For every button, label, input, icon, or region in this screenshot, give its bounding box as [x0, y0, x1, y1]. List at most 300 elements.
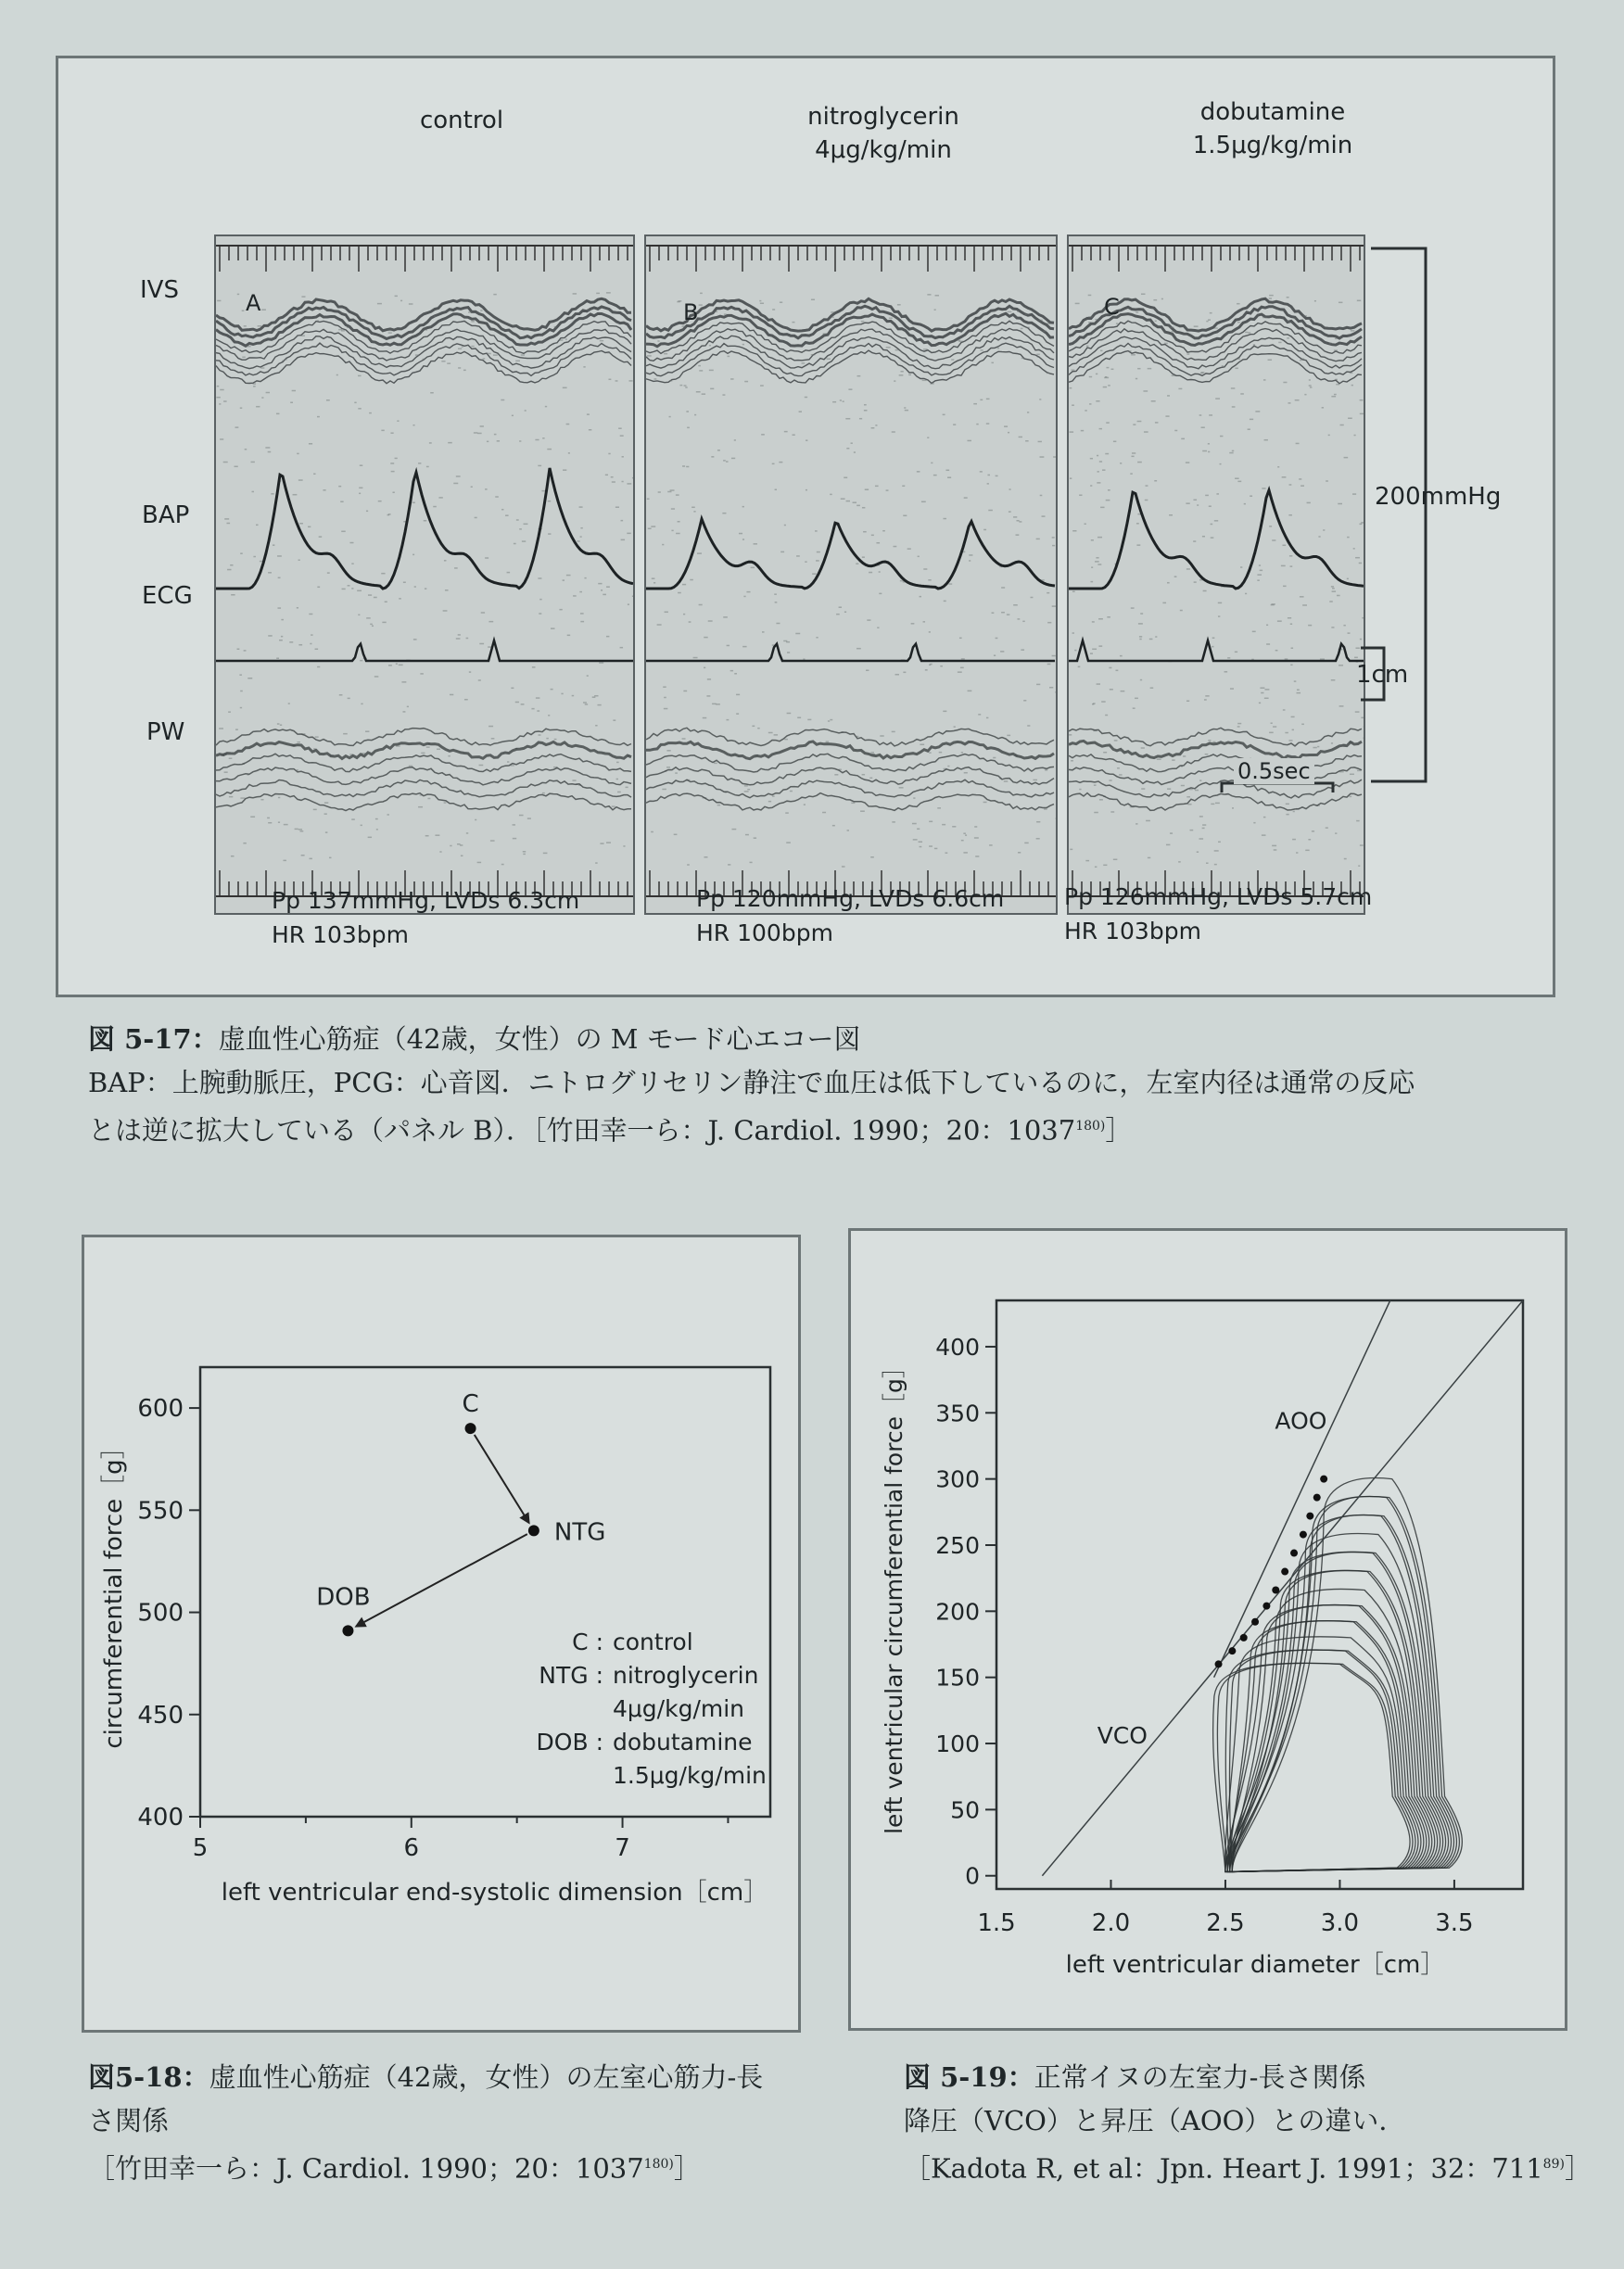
echo-speckle [511, 688, 514, 690]
echo-speckle [742, 646, 746, 648]
echo-speckle [1172, 759, 1174, 761]
echo-speckle [1286, 804, 1289, 805]
echo-speckle [485, 488, 487, 490]
echo-speckle [1132, 452, 1136, 454]
y-tick-label: 500 [137, 1599, 184, 1628]
echo-speckle [857, 375, 861, 377]
echo-speckle [1245, 593, 1247, 595]
echo-speckle [1300, 596, 1304, 598]
echo-speckle [220, 438, 223, 440]
echo-speckle [369, 412, 372, 414]
echo-speckle [780, 301, 782, 303]
echo-speckle [374, 676, 379, 678]
echo-speckle [1296, 852, 1298, 854]
echo-speckle [491, 738, 495, 740]
echo-traces-b [646, 236, 1056, 913]
echo-speckle [1093, 703, 1096, 704]
echo-speckle [1218, 602, 1222, 604]
echo-speckle [994, 654, 996, 656]
echo-speckle [548, 501, 551, 502]
echo-speckle [666, 767, 670, 768]
echo-speckle [899, 374, 904, 376]
echo-speckle [919, 842, 922, 843]
echo-speckle [521, 354, 525, 356]
echo-speckle [685, 387, 687, 388]
echo-speckle [912, 823, 917, 825]
y-tick-label: 600 [137, 1395, 184, 1424]
echo-speckle [1214, 327, 1218, 329]
echo-speckle [1357, 300, 1361, 302]
echo-speckle [836, 614, 840, 615]
echo-speckle [1096, 400, 1099, 402]
echo-speckle [579, 591, 582, 593]
echo-speckle [1136, 311, 1138, 313]
echo-speckle [1274, 849, 1277, 851]
echo-speckle [816, 560, 819, 562]
echo-speckle [1224, 671, 1228, 673]
echo-speckle [351, 818, 355, 820]
echo-speckle [940, 665, 943, 667]
echo-speckle [1350, 774, 1354, 776]
echo-speckle [426, 466, 429, 468]
echo-speckle [923, 568, 927, 570]
echo-speckle [1334, 394, 1337, 396]
echo-speckle [1294, 680, 1297, 682]
echo-speckle [784, 525, 786, 526]
echo-speckle [842, 866, 845, 868]
echo-speckle [628, 603, 629, 605]
echo-speckle [1314, 300, 1316, 302]
echo-speckle [864, 410, 868, 412]
echo-speckle [951, 359, 954, 361]
end-systolic-point [1306, 1513, 1313, 1520]
echo-speckle [974, 837, 979, 839]
echo-speckle [1047, 323, 1050, 324]
echo-speckle [1237, 726, 1240, 728]
echo-speckle [724, 313, 727, 315]
echo-speckle [862, 774, 865, 776]
legend-abbr: DOB : [536, 1729, 603, 1756]
echo-speckle [338, 329, 342, 331]
echo-speckle [1300, 360, 1301, 361]
echo-speckle [359, 488, 362, 489]
echo-speckle [908, 374, 911, 376]
echo-speckle [471, 321, 474, 323]
pw-echo-line [646, 767, 1054, 785]
scale-length-label: 1cm [1356, 661, 1409, 689]
echo-speckle [1074, 650, 1076, 652]
echo-speckle [925, 669, 928, 671]
echo-speckle [1172, 331, 1174, 333]
echo-speckle [242, 310, 245, 311]
caption-figure-5-19: 図 5-19：正常イヌの左室力-長さ関係 降圧（VCO）と昇圧（AOO）との違い． ［Kadota R, et al：Jpn. Heart J. 1991；32：711$^{89)}$］ [904, 2061, 1592, 2185]
legend-text: dobutamine [613, 1729, 753, 1756]
end-systolic-point [1228, 1647, 1236, 1654]
echo-speckle [283, 860, 285, 862]
echo-speckle [807, 719, 811, 721]
echo-speckle [708, 620, 713, 622]
echo-speckle [1285, 658, 1288, 660]
echo-speckle [736, 694, 740, 696]
echo-speckle [298, 644, 302, 646]
echo-speckle [1133, 424, 1136, 425]
echo-speckle [507, 761, 509, 763]
echo-speckle [223, 462, 228, 463]
echo-speckle [1287, 297, 1289, 298]
pw-echo-line [1069, 793, 1362, 811]
echo-speckle [546, 738, 548, 740]
echo-speckle [1103, 752, 1107, 754]
echo-speckle [1212, 637, 1215, 639]
echo-speckle [1220, 463, 1222, 465]
echo-speckle [1097, 455, 1098, 457]
echo-speckle [1211, 537, 1214, 539]
column-title-dobutamine: dobutamine 1.5μg/kg/min [1192, 98, 1353, 159]
echo-speckle [240, 691, 243, 692]
echo-speckle [268, 572, 272, 574]
echo-speckle [219, 403, 221, 405]
echo-speckle [895, 349, 900, 351]
echo-speckle [1360, 639, 1362, 640]
stats-dobutamine: Pp 126mmHg, LVDs 5.7cm HR 103bpm [1064, 883, 1373, 944]
panel-letter-c: C [1104, 294, 1120, 320]
echo-speckle [879, 571, 881, 573]
echo-speckle [613, 719, 615, 721]
echo-speckle [548, 715, 550, 716]
echo-speckle [880, 735, 883, 737]
pw-echo-line [1069, 767, 1362, 784]
x-tick-label: 3.5 [1435, 1909, 1474, 1937]
echo-speckle [1031, 597, 1034, 599]
echo-speckle [243, 843, 246, 844]
echo-speckle [475, 819, 476, 821]
relation-line-vco [1042, 1300, 1523, 1876]
echo-speckle [493, 294, 496, 296]
echo-speckle [1215, 803, 1220, 805]
echo-speckle [851, 442, 853, 444]
end-systolic-point [1281, 1568, 1288, 1576]
echo-speckle [1195, 790, 1199, 792]
echo-speckle [1332, 590, 1336, 592]
echo-speckle [1183, 755, 1186, 757]
echo-speckle [616, 779, 618, 780]
echo-speckle [483, 358, 486, 360]
echo-speckle [1026, 327, 1030, 329]
echo-speckle [490, 840, 495, 842]
echo-speckle [450, 694, 453, 696]
echo-speckle [934, 309, 936, 311]
echo-speckle [1328, 435, 1330, 437]
echo-speckle [1101, 701, 1106, 703]
echo-speckle [1013, 604, 1018, 606]
echo-speckle [536, 697, 539, 699]
echo-speckle [501, 509, 503, 511]
echo-speckle [1354, 657, 1358, 659]
echo-speckle [516, 519, 519, 521]
x-tick-label: 2.5 [1206, 1909, 1245, 1937]
echo-speckle [1075, 303, 1080, 305]
echo-speckle [1301, 724, 1304, 726]
echo-speckle [1007, 614, 1009, 615]
echo-speckle [920, 846, 922, 848]
echo-speckle [390, 463, 394, 464]
echo-speckle [390, 432, 393, 434]
echo-speckle [875, 425, 877, 426]
echo-speckle [632, 595, 633, 597]
echo-speckle [1338, 503, 1342, 505]
echo-speckle [1288, 514, 1292, 516]
figure-5-17-panel [56, 56, 1555, 997]
echo-speckle [707, 678, 711, 680]
echo-speckle [474, 432, 477, 434]
y-tick-label: 200 [935, 1598, 980, 1626]
echo-speckle [342, 589, 346, 590]
echo-speckle [1269, 732, 1274, 734]
echo-speckle [1271, 604, 1275, 606]
echo-speckle [965, 834, 967, 836]
echo-speckle [566, 424, 570, 425]
echo-speckle [1040, 456, 1045, 458]
echo-speckle [1079, 494, 1082, 496]
echo-speckle [620, 435, 624, 437]
echo-speckle [1205, 495, 1209, 497]
echo-speckle [676, 533, 680, 535]
echo-speckle [597, 704, 601, 706]
echo-speckle [1197, 504, 1199, 506]
echo-speckle [580, 621, 584, 623]
echo-speckle [278, 821, 280, 823]
echo-speckle [559, 339, 563, 341]
echo-speckle [360, 660, 362, 662]
echo-speckle [537, 710, 539, 712]
echo-speckle [746, 591, 750, 593]
echo-speckle [1169, 514, 1173, 516]
echo-speckle [1260, 570, 1262, 572]
echo-speckle [654, 378, 657, 380]
echo-speckle [471, 346, 474, 348]
echo-speckle [622, 456, 624, 458]
echo-speckle [682, 584, 686, 586]
echo-speckle [1235, 368, 1237, 370]
echo-speckle [488, 621, 493, 623]
echo-speckle [1237, 481, 1241, 483]
end-systolic-point [1251, 1618, 1259, 1626]
echo-speckle [228, 711, 231, 713]
echo-speckle [1069, 734, 1072, 736]
echo-speckle [961, 840, 964, 842]
echo-speckle [865, 488, 869, 490]
legend-abbr: NTG : [539, 1662, 603, 1689]
echo-speckle [1049, 687, 1053, 689]
echo-speckle [1271, 722, 1273, 724]
y-tick-label: 150 [935, 1664, 980, 1692]
echo-speckle [845, 418, 850, 420]
echo-speckle [699, 604, 703, 606]
echo-speckle [1141, 788, 1145, 790]
echo-speckle [1304, 394, 1306, 396]
echo-speckle [904, 407, 906, 409]
echo-speckle [1361, 717, 1364, 719]
echo-speckle [1332, 588, 1335, 589]
echo-speckle [803, 658, 805, 660]
echo-speckle [521, 704, 525, 705]
echo-speckle [1262, 488, 1265, 489]
echo-speckle [620, 647, 623, 649]
echo-speckle [846, 501, 850, 502]
echo-speckle [1086, 346, 1088, 348]
end-systolic-point [1313, 1494, 1321, 1502]
echo-speckle [1347, 537, 1349, 539]
echo-speckle [561, 693, 563, 695]
echo-speckle [698, 365, 701, 367]
echo-speckle [1248, 428, 1250, 430]
echo-speckle [1090, 458, 1093, 460]
echo-speckle [683, 614, 685, 615]
echo-speckle [1100, 350, 1102, 352]
echo-speckle [1131, 354, 1136, 356]
y-tick-label: 0 [965, 1862, 980, 1890]
echo-speckle [1178, 861, 1181, 863]
echo-speckle [548, 533, 551, 535]
echo-speckle [589, 429, 591, 431]
echo-speckle [1356, 647, 1360, 649]
echo-speckle [953, 424, 956, 425]
echo-speckle [551, 627, 555, 629]
echo-speckle [583, 702, 587, 704]
echo-speckle [1108, 385, 1110, 387]
echo-speckle [372, 626, 374, 627]
echo-speckle [603, 594, 606, 596]
echo-speckle [584, 577, 586, 579]
echo-speckle [745, 834, 749, 836]
echo-speckle [573, 595, 577, 597]
echo-speckle [1299, 478, 1301, 480]
echo-speckle [412, 425, 414, 426]
echo-speckle [1174, 430, 1177, 432]
echo-speckle [1016, 534, 1020, 536]
echo-speckle [244, 650, 247, 652]
echo-speckle [525, 410, 527, 412]
echo-speckle [1097, 482, 1100, 484]
echo-speckle [1269, 298, 1272, 299]
echo-speckle [730, 378, 734, 380]
echo-speckle [805, 397, 807, 399]
echo-speckle [317, 666, 320, 668]
echo-speckle [1294, 318, 1296, 320]
echo-speckle [754, 543, 757, 545]
echo-speckle [289, 641, 293, 643]
ivs-echo-line [646, 350, 1054, 383]
echo-speckle [1273, 726, 1276, 728]
echo-speckle [402, 711, 405, 713]
echo-speckle [827, 358, 831, 360]
echo-speckle [1120, 655, 1123, 657]
echo-speckle [1036, 838, 1040, 840]
echo-speckle [693, 511, 695, 513]
echo-speckle [377, 303, 382, 305]
echo-speckle [1310, 387, 1312, 388]
echo-speckle [1305, 850, 1309, 852]
y-tick-label: 550 [137, 1497, 184, 1526]
echo-speckle [1021, 649, 1024, 651]
echo-speckle [458, 348, 462, 349]
echo-speckle [487, 353, 491, 355]
echo-speckle [281, 619, 284, 621]
echo-speckle [1106, 422, 1109, 424]
echo-speckle [787, 652, 790, 653]
echo-speckle [1016, 520, 1019, 522]
echo-speckle [360, 464, 362, 466]
echo-speckle [1355, 711, 1360, 713]
echo-speckle [300, 830, 304, 832]
echo-speckle [381, 573, 385, 575]
echo-speckle [539, 734, 541, 736]
echo-speckle [862, 507, 865, 509]
column-title-control: control [419, 107, 504, 134]
echo-speckle [1187, 804, 1191, 805]
echo-speckle [993, 757, 996, 759]
echo-speckle [409, 303, 413, 305]
echo-speckle [545, 406, 547, 408]
echo-speckle [1079, 789, 1081, 791]
echo-speckle [427, 798, 430, 800]
echo-speckle [1117, 767, 1120, 769]
echo-speckle [497, 440, 500, 442]
echo-speckle [230, 564, 233, 566]
echo-speckle [974, 826, 977, 828]
echo-speckle [780, 551, 784, 553]
echo-speckle [699, 370, 703, 372]
echo-speckle [1361, 522, 1364, 524]
echo-speckle [947, 476, 951, 478]
ecg-waveform [1069, 640, 1364, 661]
echo-speckle [752, 726, 755, 728]
echo-speckle [1092, 621, 1095, 623]
echo-speckle [466, 638, 469, 640]
echo-speckle [1285, 732, 1288, 734]
echo-speckle [260, 367, 264, 369]
echo-speckle [327, 572, 330, 574]
echo-speckle [1269, 526, 1272, 527]
column-title-nitroglycerin: nitroglycerin 4μg/kg/min [807, 103, 959, 164]
echo-speckle [1097, 564, 1101, 565]
echo-speckle [803, 350, 805, 352]
echo-speckle [515, 702, 519, 704]
echo-speckle [1317, 746, 1319, 748]
echo-speckle [783, 640, 787, 642]
echo-speckle [1186, 700, 1189, 702]
echo-speckle [832, 825, 835, 827]
echo-speckle [1088, 322, 1091, 323]
echo-speckle [267, 818, 270, 819]
echo-speckle [930, 383, 933, 385]
echo-speckle [554, 326, 557, 328]
echo-speckle [690, 579, 693, 581]
echo-speckle [1290, 623, 1292, 625]
echo-speckle [348, 585, 350, 587]
trace-label-ivs: IVS [140, 276, 179, 304]
echo-speckle [894, 380, 895, 382]
echo-speckle [579, 506, 583, 508]
echo-speckle [381, 430, 384, 432]
echo-speckle [247, 346, 251, 348]
echo-speckle [462, 346, 463, 348]
echo-speckle [366, 511, 368, 513]
echo-speckle [298, 479, 303, 481]
echo-speckle [710, 388, 714, 390]
echo-speckle [1009, 488, 1010, 490]
echo-speckle [920, 596, 921, 598]
